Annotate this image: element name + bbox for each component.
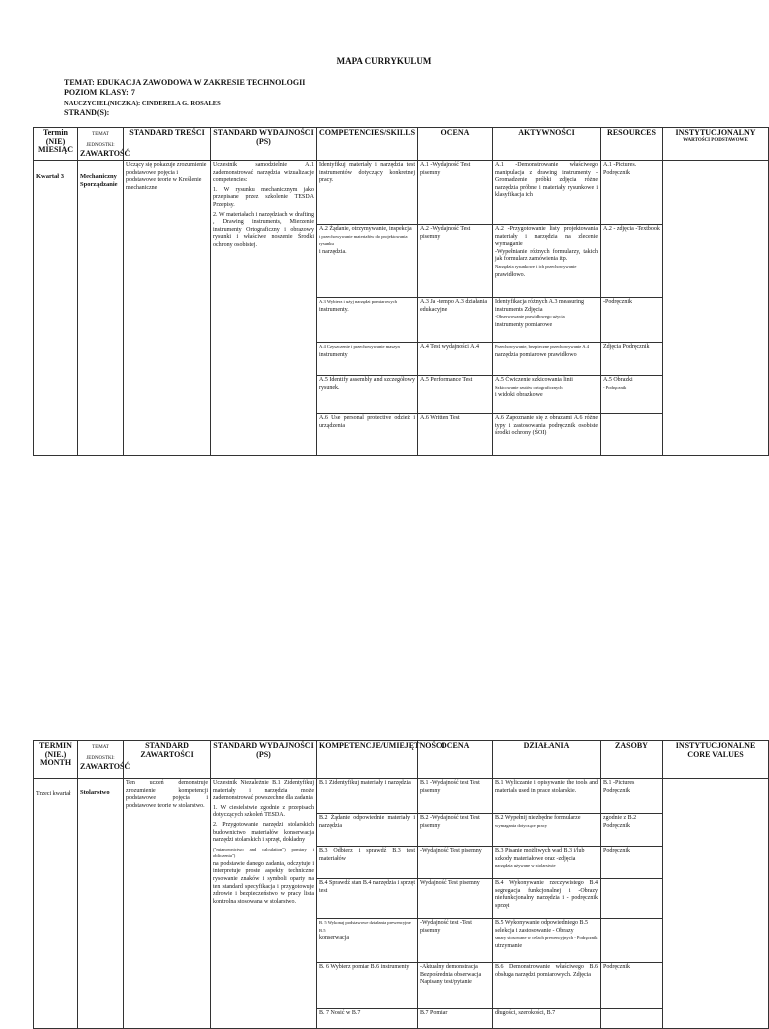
resource-cell: Zdjęcia Podręcznik <box>601 343 663 376</box>
activity-cell: Przechowywanie, bezpieczne przechowywanie A.4 narzędzia pomiarowe prawidłowo <box>493 343 601 376</box>
activity-cell: Identyfikacja różnych A.3 measuring instruments Zdjęcia -Obserwowanie prawidłowego użycia instrumenty pomiarowe <box>493 298 601 343</box>
assessment-cell: B.7 Pomiar <box>418 1009 493 1029</box>
assessment-cell: B.2 -Wydajność test Test pisemny <box>418 814 493 847</box>
header-resources: RESOURCES <box>601 128 663 161</box>
competency-cell: Identyfikuj materiały i narzędzia test instrumentów dotyczący konkretnej pracy. <box>317 161 418 225</box>
activity-cell: B.3 Pisanie możliwych wad B.3 i/lub szkody materiałowe oraz -zdjęcia narzędzia używane w stolarstwie <box>493 847 601 879</box>
header-activities: AKTYWNOŚCI <box>493 128 601 161</box>
header-resources: ZASOBY <box>601 741 663 779</box>
term-cell: Kwartał 3 <box>34 161 78 456</box>
header-performance-standard: STANDARD WYDAJNOŚCI (PS) <box>211 128 317 161</box>
assessment-cell: A.2 -Wydajność Test pisemny <box>418 225 493 298</box>
activity-cell: B.4 Wykonywanie rzeczywistego B.4 segregacja funkcjonalnej i -Obrazy niefunkcjonalny narzędzia i - podręcznik sprzęt <box>493 879 601 919</box>
competency-cell: B.3 Odbierz i sprawdź B.3 test materiałów <box>317 847 418 879</box>
subject-line: TEMAT: EDUKACJA ZAWODOWA W ZAKRESIE TECHNOLOGII <box>64 78 306 87</box>
competency-cell: A.3 Wybierz i użyj narzędzi pomiarowych instrumenty. <box>317 298 418 343</box>
activity-cell: A.5 Ćwiczenie szkicowania linii Szkicowanie rzutów ortograficznych i widoki obrazkowe <box>493 376 601 414</box>
assessment-cell: -Aktualny demonstracja Bezpośrednia obserwacja Napisany test/pytanie <box>418 963 493 1009</box>
header-term: Termin (NIE) MIESIĄC <box>34 128 78 161</box>
table-header-row <box>34 128 769 161</box>
activity-cell: A.2 -Przygotowanie listy projektowania materiały i narzędzia na zlecenie wymaganie -Wypełnianie różnych formularzy, takich jak formularz zamówienia itp. Narzędzia rysunkowe i ich przechowywanie prawidłowo. <box>493 225 601 298</box>
performance-standard-cell: Uczestnik samodzielnie A.1 zademonstrować narzędzia wizualizacje competencies: 1. W rysunku mechanicznym jako przepisane przez szkolenie TESDA Przepisy. 2. W materiałach i narzędziach w drafting , Drawing instruments, Mierzenie instrumenty Ortograficzny i obrazowy rysunki i właściwe noszenie Środki ochrony osobistej. <box>211 161 317 456</box>
assessment-cell: A.5 Performance Test <box>418 376 493 414</box>
header-term: TERMIN (NIE.) MONTH <box>34 741 78 779</box>
table-row <box>34 161 769 225</box>
content-standard-cell: Ten uczeń demonstruje zrozumienie kompetencji podstawowe pojęcia i podstawowe teorie w stolarstwo. <box>124 779 211 1029</box>
activity-cell: B.6 Demonstrowanie właściwego B.6 obsługa narzędzi pomiarowych. Zdjęcia <box>493 963 601 1009</box>
competency-cell: B. 6 Wybierz pomiar B.6 instrumenty <box>317 963 418 1009</box>
header-unit-topic: TEMAT JEDNOSTKI: ZAWARTOŚĆ <box>78 741 124 779</box>
header-assessment: OCENA <box>418 741 493 779</box>
header-competencies: KOMPETENCJE/UMIEJĘTNOŚCI <box>317 741 418 779</box>
competency-cell: A.5 Identify assembly and szczegółowy rysunek. <box>317 376 418 414</box>
resource-cell: -Podręcznik <box>601 298 663 343</box>
header-activities: DZIAŁANIA <box>493 741 601 779</box>
activity-cell: B.2 Wypełnij niezbędne formularze wymagania dotyczące pracy <box>493 814 601 847</box>
header-assessment: OCENA <box>418 128 493 161</box>
core-values-cell <box>663 779 769 1029</box>
table-header-row <box>34 741 769 779</box>
activity-cell: A.1 -Demonstrowanie właściwego manipulacja z drawing instrumenty -Gromadzenie próbki zdjęcia różne narzędzia próbne i materiały rysunkowe i klasyfikacja ich <box>493 161 601 225</box>
competency-cell: B.1 Zidentyfikuj materiały i narzędzia <box>317 779 418 814</box>
header-performance-standard: STANDARD WYDAJNOŚCI (PS) <box>211 741 317 779</box>
activity-cell: B.5 Wykonywanie odpowiedniego B.5 selekcja i zastosowanie - Obrazy smary stosowane w celach prewencyjnych - Podręcznik utrzymanie <box>493 919 601 963</box>
assessment-cell: A.1 -Wydajność Test pisemny <box>418 161 493 225</box>
resource-cell: zgodnie z B.2 Podręcznik <box>601 814 663 847</box>
header-core-values: INSTYTUCJONALNE CORE VALUES <box>663 741 769 779</box>
resource-cell: B.1 -Pictures Podręcznik <box>601 779 663 814</box>
assessment-cell: B.1 -Wydajność test Test pisemny <box>418 779 493 814</box>
table-row <box>34 779 769 814</box>
resource-cell: A.1 -Pictures. Podręcznik <box>601 161 663 225</box>
resource-cell: Podręcznik <box>601 963 663 1009</box>
competency-cell: B. 7 Nosić w B.7 <box>317 1009 418 1029</box>
activity-cell: długości, szerokości, B.7 <box>493 1009 601 1029</box>
resource-cell: A.5 Obrazki - Podręcznik <box>601 376 663 414</box>
assessment-cell: -Wydajność Test pisemny <box>418 847 493 879</box>
curriculum-table-quarter-3 <box>33 127 769 456</box>
unit-topic-cell: Stolarstwo <box>78 779 124 1029</box>
unit-topic-cell: Mechaniczny Sporządzanie <box>78 161 124 456</box>
content-standard-cell: Uczący się pokazuje zrozumienie podstawowe pojęcia i podstawowe teorie w Kreślenie mechaniczne <box>124 161 211 456</box>
resource-cell <box>601 919 663 963</box>
header-core-values: INSTYTUCJONALNY WARTOŚCI PODSTAWOWE <box>663 128 769 161</box>
assessment-cell: -Wydajność test -Test pisemny <box>418 919 493 963</box>
resource-cell: A.2 - zdjęcia -Textbook <box>601 225 663 298</box>
activity-cell: B.1 Wyliczanie i opisywanie the tools and materials used in prace stolarskie. <box>493 779 601 814</box>
assessment-cell: A.4 Test wydajności A.4 <box>418 343 493 376</box>
resource-cell <box>601 1009 663 1029</box>
resource-cell <box>601 414 663 456</box>
core-values-cell <box>663 161 769 456</box>
strand-label: STRAND(S): <box>64 108 110 117</box>
activity-cell: A.6 Zapoznanie się z obrazami A.6 różne typy i zastosowania podręcznik osobiste środki ochrony (ŚOI) <box>493 414 601 456</box>
header-competencies: COMPETENCIES/SKILLS <box>317 128 418 161</box>
header-unit-topic: TEMAT JEDNOSTKI: ZAWARTOŚĆ <box>78 128 124 161</box>
performance-standard-cell: Uczestnik Niezależnie B.1 Zidentyfikuj materiały i narzędzia może zademonstrować powszechne dla zadania 1. W ciesielstwie zgodnie z przepisach dotyczących szkoleń TESDA. 2. Przygotowanie narzędzi stolarskich budownictwo materiałów konserwacja narzędzi stolarskich i sprzęt, dokładny ("mianownictwo and calculation") pomiary i obliczenia") na podstawie danego zadania, odczytuje i interpretuje proste aspekty techniczne rysowanie znaków i symboli oparty na ten standard specyfikacja i przygotowuje zdrowie i bezpieczeństwo w pracy lista kontrolna stosowana w stolarstwo. <box>211 779 317 1029</box>
curriculum-table-carpentry <box>33 740 769 1029</box>
assessment-cell: A.3 Ja -tempo A.3 działania edukacyjne <box>418 298 493 343</box>
term-cell: Trzeci kwartał <box>34 779 78 1029</box>
header-content-standard: STANDARD TREŚCI <box>124 128 211 161</box>
competency-cell: A.2 Żądanie, otrzymywanie, inspekcja i przechowywanie materiałów do projektowania rysunku i narzędzia. <box>317 225 418 298</box>
assessment-cell: Wydajność Test pisemny <box>418 879 493 919</box>
resource-cell <box>601 879 663 919</box>
header-content-standard: STANDARD ZAWARTOŚCI <box>124 741 211 779</box>
competency-cell: B.4 Sprawdź stan B.4 narzędzia i sprzęt test <box>317 879 418 919</box>
assessment-cell: A.6 Written Test <box>418 414 493 456</box>
document-title: MAPA CURRYKULUM <box>336 56 432 66</box>
competency-cell: A.6 Use personal protective odzież i urządzenia <box>317 414 418 456</box>
resource-cell: Podręcznik <box>601 847 663 879</box>
grade-level: POZIOM KLASY: 7 <box>64 88 135 97</box>
teacher-name: NAUCZYCIEL(NICZKA): CINDERELA G. ROSALES <box>64 100 221 107</box>
competency-cell: B. 5 Wykonaj podstawowe działania prewencyjne B.5 konserwacja <box>317 919 418 963</box>
competency-cell: B.2 Żądanie odpowiednie materiały i narzędzia <box>317 814 418 847</box>
competency-cell: A.4 Czyszczenie i przechowywanie maszyn instrumenty <box>317 343 418 376</box>
